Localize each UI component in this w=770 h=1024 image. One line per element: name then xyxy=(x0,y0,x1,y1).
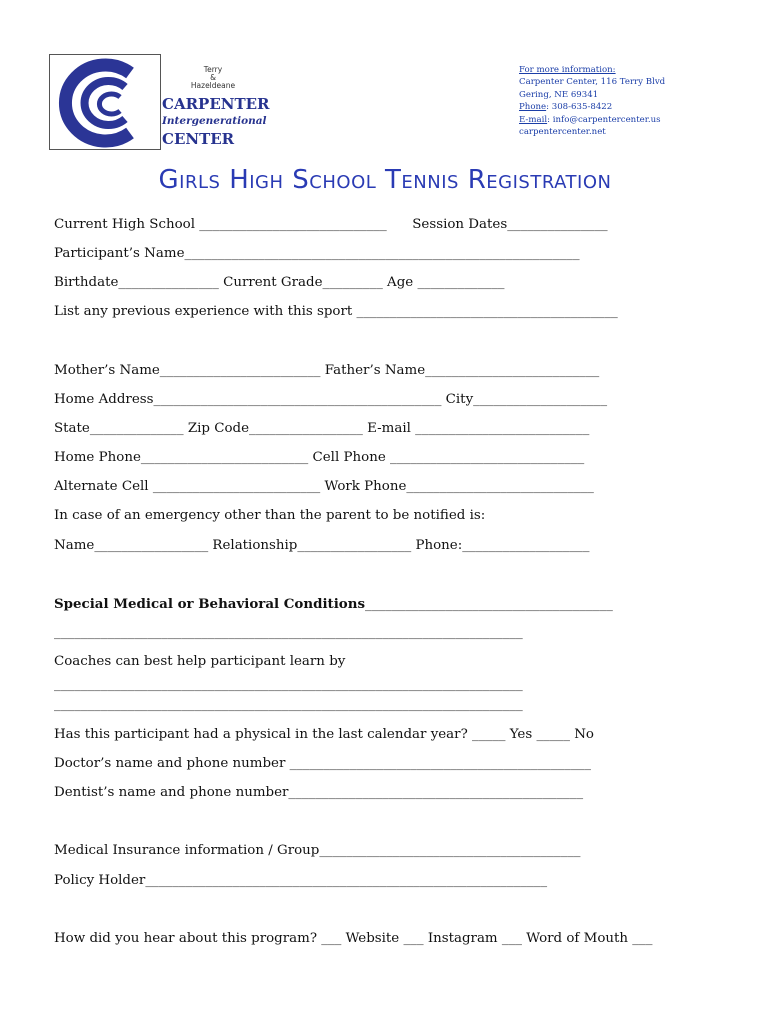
dentist-line[interactable]: Dentist’s name and phone number____________________________________________ xyxy=(54,785,584,800)
contact-address-line2: Gering, NE 69341 xyxy=(519,89,599,100)
participant-name-line[interactable]: Participant’s Name___________________________________________________________ xyxy=(54,246,580,261)
parents-names-line[interactable]: Mother’s Name________________________ Father’s Name__________________________ xyxy=(54,363,600,378)
coaches-help-blank-line-2[interactable]: ______________________________________________________________________ xyxy=(54,697,523,712)
medical-conditions-blank-line[interactable]: ______________________________________________________________________ xyxy=(54,625,523,640)
carpenter-center-logo xyxy=(49,54,161,150)
email-value[interactable]: : info@carpentercenter.us xyxy=(547,114,661,125)
insurance-line[interactable]: Medical Insurance information / Group_______________________________________ xyxy=(54,843,581,858)
birthdate-grade-age-line[interactable]: Birthdate_______________ Current Grade_________ Age _____________ xyxy=(54,275,505,290)
contact-phone xyxy=(519,101,665,113)
page-title: Girls High School Tennis Registration xyxy=(158,165,612,195)
emergency-contact-line[interactable]: Name_________________ Relationship_________________ Phone:___________________ xyxy=(54,538,590,553)
home-address-city-line[interactable]: Home Address___________________________________________ City____________________ xyxy=(54,392,608,407)
contact-website[interactable]: carpentercenter.net xyxy=(519,127,606,138)
coaches-help-label: Coaches can best help participant learn by xyxy=(54,654,346,669)
phone-value: : 308-635-8422 xyxy=(546,102,613,113)
carpenter-logo-c-icon xyxy=(52,57,158,149)
contact-address-line1: Carpenter Center, 116 Terry Blvd xyxy=(519,77,666,88)
logo-small-line: Terry xyxy=(203,65,223,74)
contact-info xyxy=(519,64,665,138)
contact-heading: For more information: xyxy=(519,65,616,75)
contact-email xyxy=(519,114,665,126)
hear-about-line[interactable]: How did you hear about this program? ___ Website ___ Instagram ___ Word of Mouth ___ xyxy=(54,931,653,946)
physical-question-line[interactable]: Has this participant had a physical in the last calendar year? _____ Yes _____ No xyxy=(54,727,594,742)
logo-small-line: & xyxy=(210,73,216,82)
emergency-contact-heading: In case of an emergency other than the parent to be notified is: xyxy=(54,508,486,523)
previous-experience-line[interactable]: List any previous experience with this sport _______________________________________ xyxy=(54,304,618,319)
logo-small-line: Hazeldeane xyxy=(190,81,236,90)
alternate-work-phone-line[interactable]: Alternate Cell _________________________ Work Phone____________________________ xyxy=(54,479,594,494)
doctor-line[interactable]: Doctor’s name and phone number _____________________________________________ xyxy=(54,756,591,771)
coaches-help-blank-line-1[interactable]: ______________________________________________________________________ xyxy=(54,677,523,692)
high-school-session-line[interactable]: Current High School ____________________________ Session Dates_______________ xyxy=(54,217,608,232)
logo-intergenerational-text: Intergenerational xyxy=(162,115,267,127)
medical-conditions-blank[interactable]: _____________________________________ xyxy=(365,597,613,612)
phone-label: Phone xyxy=(519,102,547,113)
medical-conditions-line[interactable] xyxy=(54,596,613,612)
state-zip-email-line[interactable]: State______________ Zip Code_________________ E-mail __________________________ xyxy=(54,421,590,436)
home-cell-phone-line[interactable]: Home Phone_________________________ Cell Phone _____________________________ xyxy=(54,450,585,465)
medical-conditions-label: Special Medical or Behavioral Conditions xyxy=(54,596,366,612)
logo-carpenter-text: CARPENTER xyxy=(162,95,270,113)
policy-holder-line[interactable]: Policy Holder____________________________________________________________ xyxy=(54,873,548,888)
logo-center-text: CENTER xyxy=(162,130,235,148)
email-label[interactable]: E-mail xyxy=(519,114,548,125)
logo-small-text xyxy=(185,66,241,90)
